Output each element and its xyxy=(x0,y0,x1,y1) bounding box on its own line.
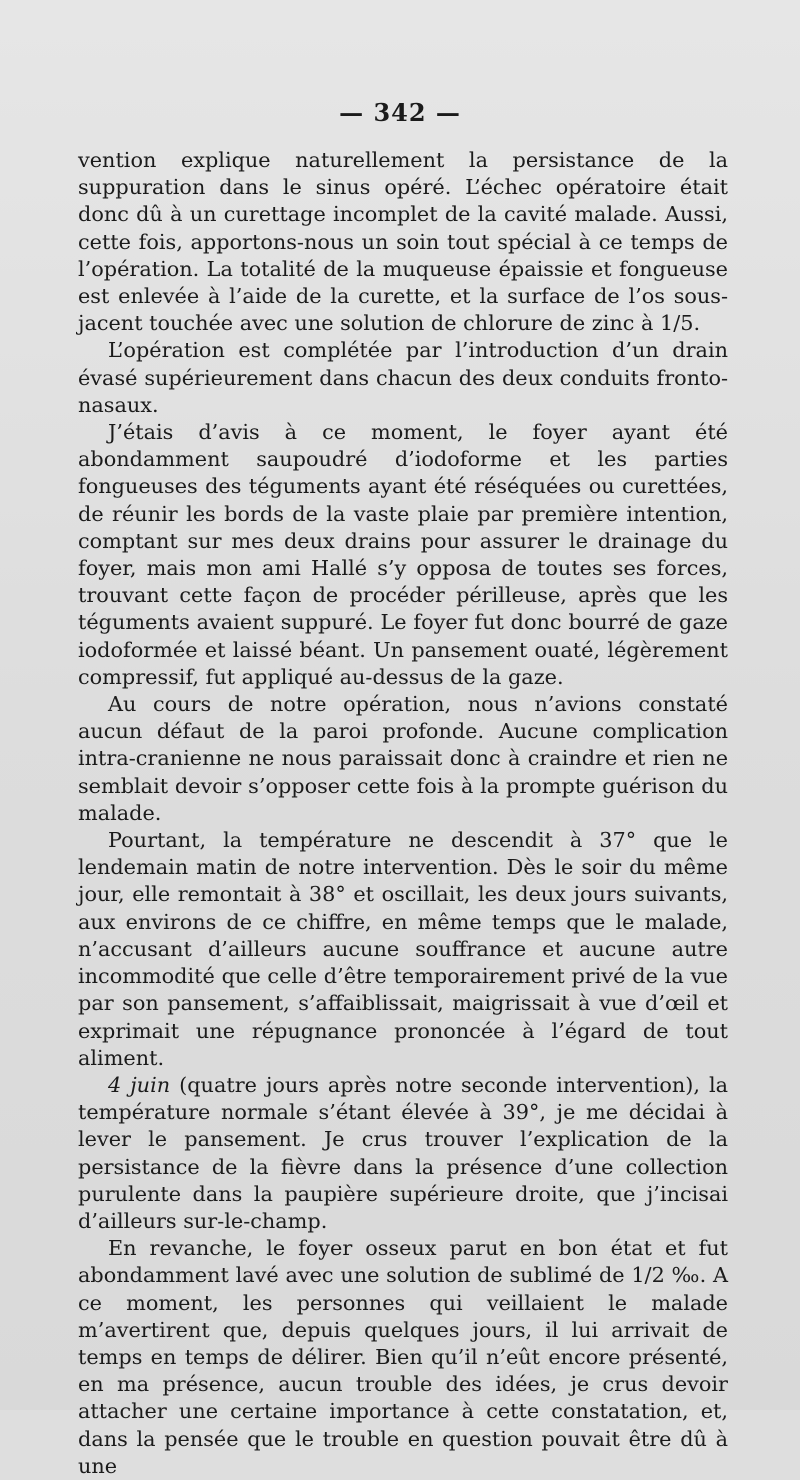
paragraph-5: Pourtant, la température ne descendit à 37° que le lendemain matin de notre intervention. Dès le soir du même jour, elle remontait à 38° et oscillait, les deux jours suivants, aux environs de ce chiffre, en même temps que le malade, n’accusant d’ailleurs aucune souffrance et aucune autre incommodité que celle d’être temporairement privé de la vue par son pansement, s’affaiblissait, maigrissait à vue d’œil et exprimait une répugnance prononcée à l’égard de tout aliment. xyxy=(78,828,728,1070)
paragraph-4: Au cours de notre opération, nous n’avions constaté aucun défaut de la paroi profonde. Aucune complication intra-cranienne ne nous paraissait donc à craindre et rien ne semblait devoir s’opposer cette fois à la prompte guérison du malade. xyxy=(78,692,728,825)
paragraph-3: J’étais d’avis à ce moment, le foyer ayant été abondamment saupoudré d’iodoforme et les parties fongueuses des téguments ayant été réséquées ou curettées, de réunir les bords de la vaste plaie par première intention, comptant sur mes deux drains pour assurer le drainage du foyer, mais mon ami Hallé s’y opposa de toutes ses forces, trouvant cette façon de procéder périlleuse, après que les téguments avaient suppuré. Le foyer fut donc bourré de gaze iodoformée et laissé béant. Un pansement ouaté, légèrement compressif, fut appliqué au-dessus de la gaze. xyxy=(78,420,728,689)
paragraph-1: vention explique naturellement la persistance de la suppuration dans le sinus opéré. L’échec opératoire était donc dû à un curettage incomplet de la cavité malade. Aussi, cette fois, apportons-nous un soin tout spécial à ce temps de l’opération. La totalité de la muqueuse épaissie et fongueuse est enlevée à l’aide de la curette, et la surface de l’os sous-jacent touchée avec une solution de chlorure de zinc à 1/5. xyxy=(78,148,728,336)
paragraph-6-text: (quatre jours après notre seconde intervention), la température normale s’étant élevée à 39°, je me décidai à lever le pansement. Je crus trouver l’explication de la persistance de la fièvre dans la présence d’une collection purulente dans la paupière supérieure droite, que j’incisai d’ailleurs sur-le-champ. xyxy=(78,1072,729,1233)
paragraph-7: En revanche, le foyer osseux parut en bon état et fut abondamment lavé avec une solution de sublimé de 1/2 ‰. A ce moment, les personnes qui veillaient le malade m’avertirent que, depuis quelques jours, il lui arrivait de temps en temps de délirer. Bien qu’il n’eût encore présenté, en ma présence, aucun trouble des idées, je crus devoir attacher une certaine importance à cette constatation, et, dans la pensée que le trouble en question pouvait être dû à une xyxy=(78,1236,728,1478)
page-number: — 342 — xyxy=(339,98,461,127)
paragraph-6 xyxy=(78,1072,728,1235)
paragraph-2: L’opération est complétée par l’introduction d’un drain évasé supérieurement dans chacun des deux conduits fronto-nasaux. xyxy=(78,338,728,417)
date-lead: 4 juin xyxy=(108,1072,171,1097)
body-text xyxy=(78,147,728,1480)
